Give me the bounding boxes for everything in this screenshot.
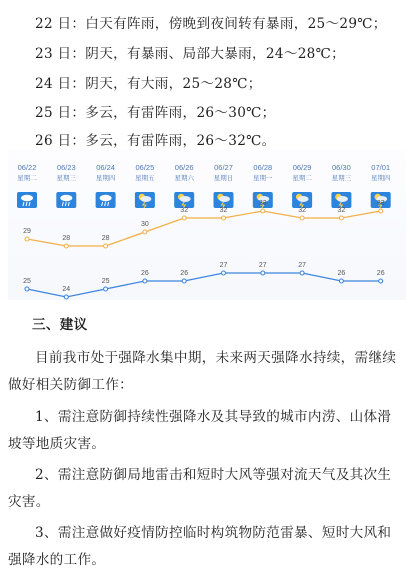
- advice-item-3-line1: 3、需注意做好疫情防控临时构筑物防范雷暴、短时大风和: [35, 525, 392, 541]
- section-title: 三、建议: [32, 317, 88, 333]
- forecast-line-24: 24 日：阴天，有大雨，25～28℃；: [35, 76, 262, 92]
- low-temp-label: 26: [376, 270, 385, 277]
- cloud-shape: [180, 196, 191, 202]
- weather-forecast-widget: [8, 150, 406, 300]
- cloud-shape: [60, 195, 72, 201]
- day-date: 06/26: [174, 163, 194, 172]
- low-temp-point: [379, 279, 383, 283]
- high-temp-point: [182, 216, 186, 220]
- day-weekday: 星期二: [292, 174, 312, 182]
- forecast-line-22: 22 日：白天有阵雨，傍晚到夜间转有暴雨，25～29℃；: [35, 16, 387, 32]
- high-temp-point: [261, 209, 265, 213]
- high-temp-point: [25, 237, 29, 241]
- cloud-shape: [219, 196, 230, 202]
- temperature-trend-chart: [8, 150, 406, 300]
- cloud-shape: [100, 195, 112, 201]
- day-weekday: 星期六: [174, 174, 194, 182]
- advice-item-2-line1: 2、需注意防御局地雷击和短时大风等强对流天气及其次生: [35, 467, 392, 483]
- cloud-shape: [298, 196, 309, 202]
- low-temp-label: 26: [141, 270, 149, 277]
- low-temp-label: 25: [23, 278, 31, 285]
- forecast-line-23: 23 日：阴天，有暴雨、局部大暴雨，24～28℃；: [35, 46, 346, 62]
- high-temp-label: 32: [298, 207, 306, 214]
- high-temp-point: [64, 244, 68, 248]
- day-date: 06/24: [96, 163, 115, 172]
- high-temp-label: 29: [23, 228, 31, 235]
- advice-item-3-line2: 强降水的工作。: [8, 552, 106, 568]
- day-date: 06/22: [17, 163, 37, 172]
- low-temp-point: [182, 279, 186, 283]
- forecast-line-26: 26 日：多云，有雷阵雨，26～32℃。: [35, 133, 276, 149]
- forecast-line-25: 25 日：多云，有雷阵雨，26～30℃；: [35, 105, 276, 121]
- day-weekday: 星期四: [95, 174, 116, 182]
- cloud-shape: [140, 196, 151, 202]
- high-temp-label: 33: [376, 200, 385, 207]
- low-temp-point: [339, 279, 343, 283]
- high-temp-label: 30: [141, 221, 149, 228]
- low-temp-label: 25: [101, 278, 110, 285]
- day-date: 06/29: [292, 163, 312, 172]
- low-temp-label: 26: [180, 270, 189, 277]
- low-temp-label: 27: [219, 262, 228, 269]
- high-temp-label: 28: [101, 235, 110, 242]
- low-temp-point: [25, 287, 29, 291]
- low-temp-label: 27: [258, 262, 267, 269]
- day-weekday: 星期一: [253, 174, 273, 182]
- day-weekday: 星期四: [370, 174, 391, 182]
- day-date: 06/25: [135, 163, 155, 172]
- day-date: 06/23: [56, 163, 76, 172]
- low-temp-point: [300, 271, 304, 275]
- high-temp-label: 32: [219, 207, 228, 214]
- day-weekday: 星期二: [17, 174, 37, 182]
- high-temp-point: [300, 216, 304, 220]
- cloud-shape: [337, 196, 348, 202]
- low-temp-point: [104, 287, 108, 291]
- day-weekday: 星期五: [135, 174, 155, 182]
- high-temp-line: [27, 211, 381, 246]
- cloud-shape: [21, 195, 33, 201]
- low-temp-label: 27: [298, 262, 306, 269]
- day-weekday: 星期日: [213, 174, 234, 182]
- day-weekday: 星期三: [331, 174, 352, 182]
- day-date: 06/28: [253, 163, 273, 172]
- high-temp-point: [379, 209, 383, 213]
- low-temp-line: [27, 273, 381, 297]
- high-temp-point: [222, 216, 226, 220]
- day-weekday: 星期三: [56, 174, 77, 182]
- advice-item-1-line2: 坡等地质灾害。: [8, 436, 106, 452]
- advice-item-2-line2: 灾害。: [8, 494, 50, 510]
- low-temp-label: 24: [62, 286, 71, 293]
- low-temp-label: 26: [337, 270, 346, 277]
- high-temp-point: [104, 244, 108, 248]
- low-temp-point: [261, 271, 265, 275]
- low-temp-point: [222, 271, 226, 275]
- high-temp-point: [143, 230, 147, 234]
- paragraph-intro-line1: 目前我市处于强降水集中期，未来两天强降水持续，需继续: [35, 350, 397, 366]
- low-temp-point: [143, 279, 147, 283]
- low-temp-point: [64, 295, 68, 299]
- paragraph-intro-line2: 做好相关防御工作：: [8, 377, 134, 393]
- day-date: 06/30: [332, 163, 351, 172]
- high-temp-point: [339, 216, 343, 220]
- high-temp-label: 32: [180, 207, 189, 214]
- high-temp-label: 33: [258, 200, 267, 207]
- advice-item-1-line1: 1、需注意防御持续性强降水及其导致的城市内涝、山体滑: [35, 409, 392, 425]
- day-date: 07/01: [371, 163, 391, 172]
- high-temp-label: 28: [62, 235, 71, 242]
- day-date: 06/27: [214, 163, 233, 172]
- high-temp-label: 32: [337, 207, 346, 214]
